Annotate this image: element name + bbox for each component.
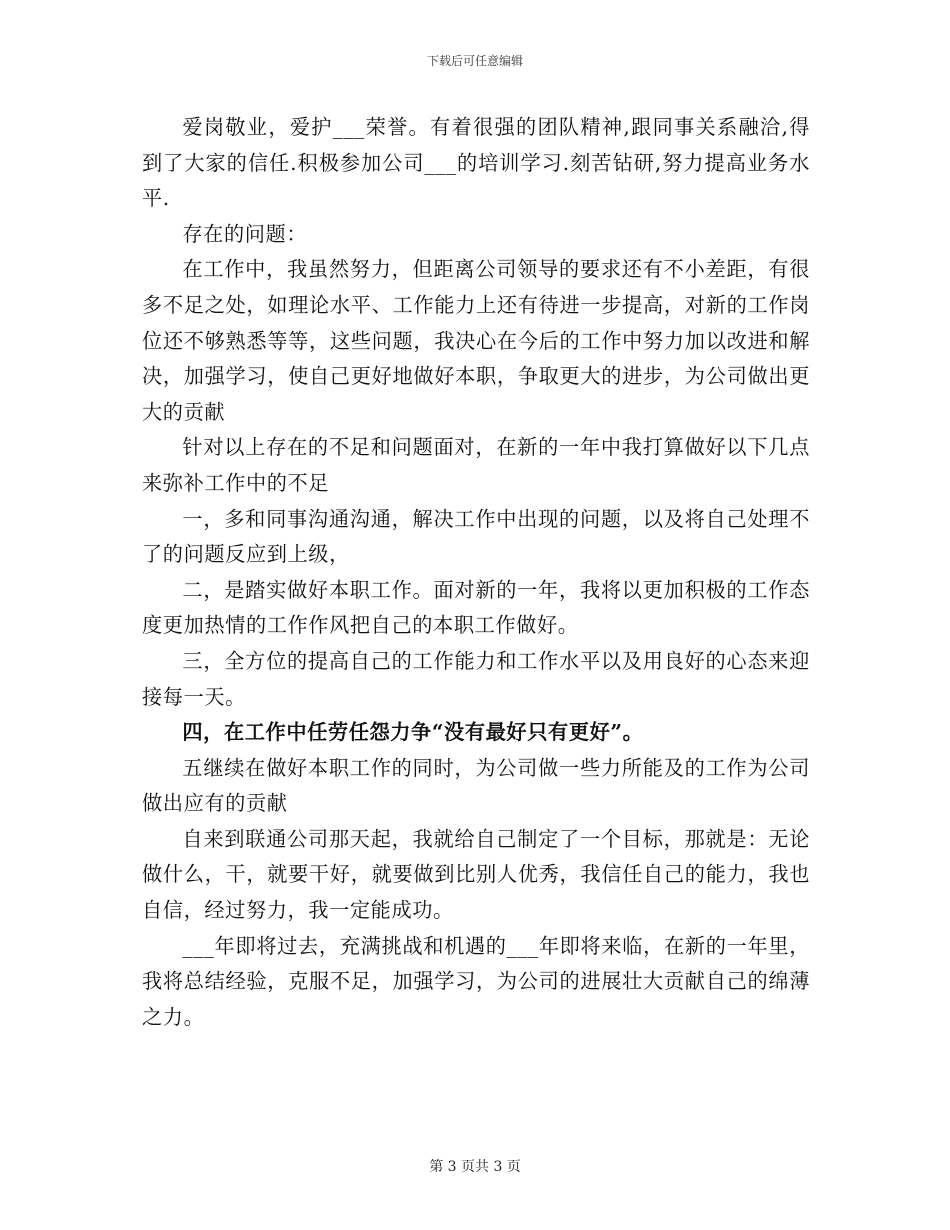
- paragraph-1: 爱岗敬业，爱护___荣誉。有着很强的团队精神,跟同事关系融洽,得到了大家的信任.积极参加公司___的培训学习.刻苦钻研,努力提高业务水平.: [142, 115, 810, 211]
- paragraph-8: 四，在工作中任劳任怨力争“没有最好只有更好”。: [182, 720, 644, 745]
- paragraph-10: 自来到联通公司那天起，我就给自己制定了一个目标，那就是：无论做什么，干，就要干好，就要做到比别人优秀，我信任自己的能力，我也自信，经过努力，我一定能成功。: [142, 826, 810, 923]
- paragraph-2: 存在的问题：: [182, 221, 308, 246]
- paragraph-6: 二，是踏实做好本职工作。面对新的一年，我将以更加积极的工作态度更加热情的工作作风把自己的本职工作做好。: [142, 577, 810, 638]
- document-body: [142, 110, 810, 1035]
- paragraph-11: ___年即将过去，充满挑战和机遇的___年即将来临，在新的一年里，我将总结经验，克服不足，加强学习，为公司的进展壮大贡献自己的绵薄之力。: [142, 933, 810, 1029]
- paragraph-9: 五继续在做好本职工作的同时，为公司做一些力所能及的工作为公司做出应有的贡献: [142, 755, 810, 816]
- paragraph-4: 针对以上存在的不足和问题面对，在新的一年中我打算做好以下几点来弥补工作中的不足: [142, 435, 810, 495]
- paragraph-5: 一，多和同事沟通沟通，解决工作中出现的问题，以及将自己处理不了的问题反应到上级，: [142, 506, 810, 567]
- page-header: 下载后可任意编辑: [426, 54, 523, 68]
- paragraph-7: 三，全方位的提高自己的工作能力和工作水平以及用良好的心态来迎接每一天。: [142, 648, 810, 709]
- page-footer: 第 3 页共 3 页: [429, 1159, 521, 1175]
- paragraph-3: 在工作中，我虽然努力，但距离公司领导的要求还有不小差距，有很多不足之处，如理论水平、工作能力上还有待进一步提高，对新的工作岗位还不够熟悉等等，这些问题，我决心在今后的工作中努力加以改进和解决，加强学习，使自己更好地做好本职，争取更大的进步，为公司做出更大的贡献: [142, 257, 810, 424]
